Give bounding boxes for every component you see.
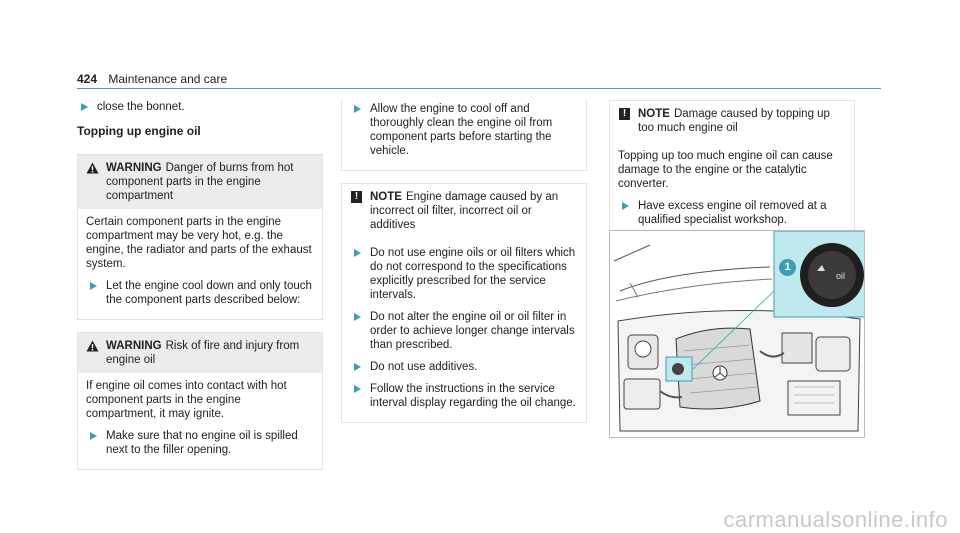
warning-label: WARNING — [106, 340, 162, 352]
warning-header — [78, 155, 322, 209]
engine-compartment-figure — [609, 230, 865, 438]
step-arrow-icon — [622, 202, 629, 210]
note-box-oil-filter — [341, 183, 587, 423]
exclamation-icon: ! — [619, 108, 630, 120]
warning-step: Let the engine cool down and only touch the component parts described below: — [86, 279, 314, 307]
note-step: Do not use engine oils or oil filters which do not correspond to the specifications explicitly prescribed for the service intervals. — [350, 246, 578, 302]
step-arrow-icon — [90, 432, 97, 440]
step-close-bonnet: close the bonnet. — [77, 100, 323, 114]
note-label: NOTE — [370, 191, 402, 203]
exclamation-icon: ! — [351, 191, 362, 203]
note-header — [610, 101, 854, 141]
step-cool-clean: Allow the engine to cool off and thoroughly clean the engine oil from component parts before starting the vehicle. — [350, 102, 578, 158]
engine-illustration — [610, 231, 865, 438]
warning-triangle-icon — [86, 340, 99, 352]
page-header — [77, 72, 227, 86]
step-arrow-icon — [354, 363, 361, 371]
warning-title: Danger of burns from hot component parts in the engine compartment — [106, 162, 294, 202]
oil-cap-text: oil — [836, 271, 846, 281]
step-arrow-icon — [354, 105, 361, 113]
note-body: Topping up too much engine oil can cause damage to the engine or the catalytic converter. — [618, 150, 833, 190]
warning-body: If engine oil comes into contact with hot component parts in the engine compartment, it may ignite. — [86, 380, 287, 420]
column-2 — [341, 100, 587, 435]
note-step: Do not use additives. — [350, 360, 578, 374]
step-arrow-icon — [354, 249, 361, 257]
step-arrow-icon — [81, 103, 88, 111]
note-header — [342, 184, 586, 238]
warning-box-burns — [77, 154, 323, 320]
step-arrow-icon — [90, 282, 97, 290]
callout-1-badge: 1 — [779, 259, 796, 276]
note-label: NOTE — [638, 108, 670, 120]
warning-label: WARNING — [106, 162, 162, 174]
warning-header — [78, 333, 322, 373]
warning-box-fire — [77, 332, 323, 470]
note-title: Damage caused by topping up too much engine oil — [638, 108, 830, 134]
step-arrow-icon — [354, 385, 361, 393]
section-name: Maintenance and care — [108, 72, 228, 86]
column-1 — [77, 100, 323, 482]
note-step: Have excess engine oil removed at a qualified specialist workshop. — [618, 199, 846, 227]
note-step: Follow the instructions in the service interval display regarding the oil change. — [350, 382, 578, 410]
page-number: 424 — [77, 72, 98, 86]
warning-body: Certain component parts in the engine compartment may be very hot, e.g. the engine, the radiator and parts of the exhaust system. — [86, 216, 312, 270]
note-box-overfill — [609, 100, 855, 240]
step-arrow-icon — [354, 313, 361, 321]
note-title: Engine damage caused by an incorrect oil filter, incorrect oil or additives — [370, 191, 559, 231]
warning-triangle-icon — [86, 162, 99, 174]
note-step: Do not alter the engine oil or oil filter in order to achieve longer change intervals than prescribed. — [350, 310, 578, 352]
section-title: Topping up engine oil — [77, 124, 201, 138]
warning-title: Risk of fire and injury from engine oil — [106, 340, 300, 366]
warning-continuation — [341, 100, 587, 171]
header-rule — [77, 88, 881, 89]
warning-step: Make sure that no engine oil is spilled next to the filler opening. — [86, 429, 314, 457]
watermark: carmanualsonline.info — [723, 507, 948, 532]
